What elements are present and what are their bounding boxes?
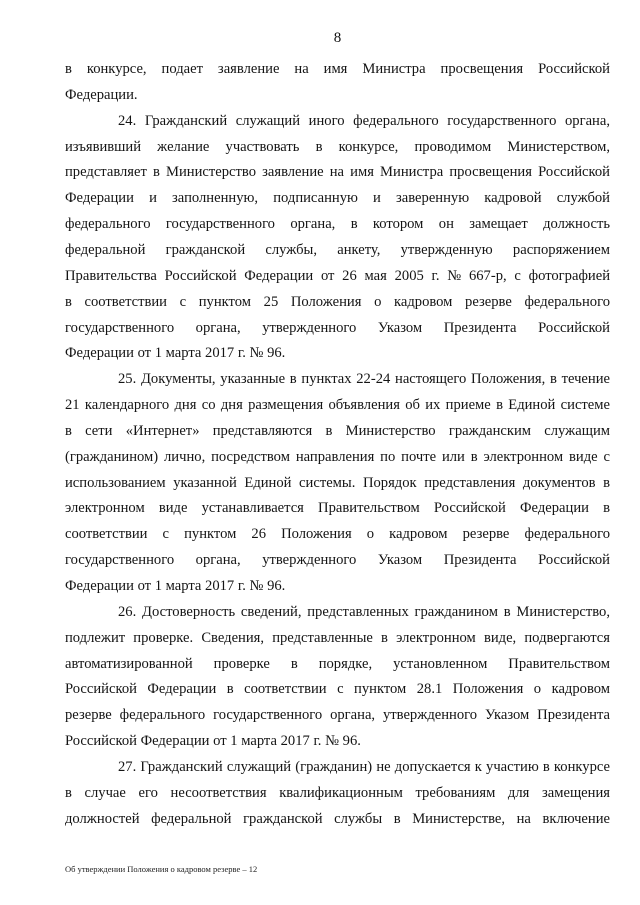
- page-number: 8: [333, 30, 342, 46]
- text-line: изъявивший желание участвовать в конкурсе, проводимом Министерством,: [65, 138, 610, 155]
- text-line: федерального государственного органа, в котором он замещает должность: [65, 216, 610, 233]
- text-line: Федерации и заполненную, подписанную и заверенную кадровой службой: [65, 190, 610, 207]
- text-line: 21 календарного дня со дня размещения объявления об их приеме в Единой системе: [65, 397, 610, 414]
- text-line: Правительства Российской Федерации от 26 мая 2005 г. № 667-р, с фотографией: [65, 267, 610, 284]
- text-line: 26. Достоверность сведений, представленных гражданином в Министерство,: [118, 603, 610, 620]
- text-line: Федерации.: [65, 86, 138, 103]
- text-line: в сети «Интернет» представляются в Министерство гражданским служащим: [65, 422, 610, 439]
- text-line: федеральной гражданской службы, анкету, утвержденную распоряжением: [65, 241, 610, 258]
- text-line: автоматизированной проверке в порядке, установленном Правительством: [65, 655, 610, 672]
- text-line: должностей федеральной гражданской службы в Министерстве, на включение: [65, 810, 610, 827]
- text-line: представляет в Министерство заявление на имя Министра просвещения Российской: [65, 164, 610, 181]
- text-line: использованием указанной Единой системы. Порядок представления документов в: [65, 474, 610, 491]
- text-line: подлежит проверке. Сведения, представленные в электронном виде, подвергаются: [65, 629, 610, 646]
- text-line: 27. Гражданский служащий (гражданин) не допускается к участию в конкурсе: [118, 758, 610, 775]
- text-line: в соответствии с пунктом 25 Положения о кадровом резерве федерального: [65, 293, 610, 310]
- text-line: 25. Документы, указанные в пунктах 22-24 настоящего Положения, в течение: [118, 371, 610, 388]
- text-line: в конкурсе, подает заявление на имя Министра просвещения Российской: [65, 61, 610, 77]
- text-line: электронном виде устанавливается Правительством Российской Федерации в: [65, 500, 610, 517]
- text-line: соответствии с пунктом 26 Положения о кадровом резерве федерального: [65, 526, 610, 543]
- text-line: государственного органа, утвержденного Указом Президента Российской: [65, 319, 610, 336]
- text-line: Российской Федерации в соответствии с пунктом 28.1 Положения о кадровом: [65, 681, 610, 698]
- text-line: государственного органа, утвержденного Указом Президента Российской: [65, 552, 610, 569]
- text-line: Российской Федерации от 1 марта 2017 г. № 96.: [65, 733, 361, 750]
- text-line: (гражданином) лично, посредством направления по почте или в электронном виде с: [65, 448, 610, 465]
- text-line: Федерации от 1 марта 2017 г. № 96.: [65, 345, 286, 362]
- footer-text: Об утверждении Положения о кадровом резерве – 12: [65, 864, 258, 874]
- text-line: 24. Гражданский служащий иного федерального государственного органа,: [118, 112, 610, 129]
- text-line: Федерации от 1 марта 2017 г. № 96.: [65, 578, 286, 594]
- text-line: в случае его несоответствия квалификационным требованиям для замещения: [65, 784, 610, 801]
- text-line: резерве федерального государственного органа, утвержденного Указом Президента: [65, 707, 610, 724]
